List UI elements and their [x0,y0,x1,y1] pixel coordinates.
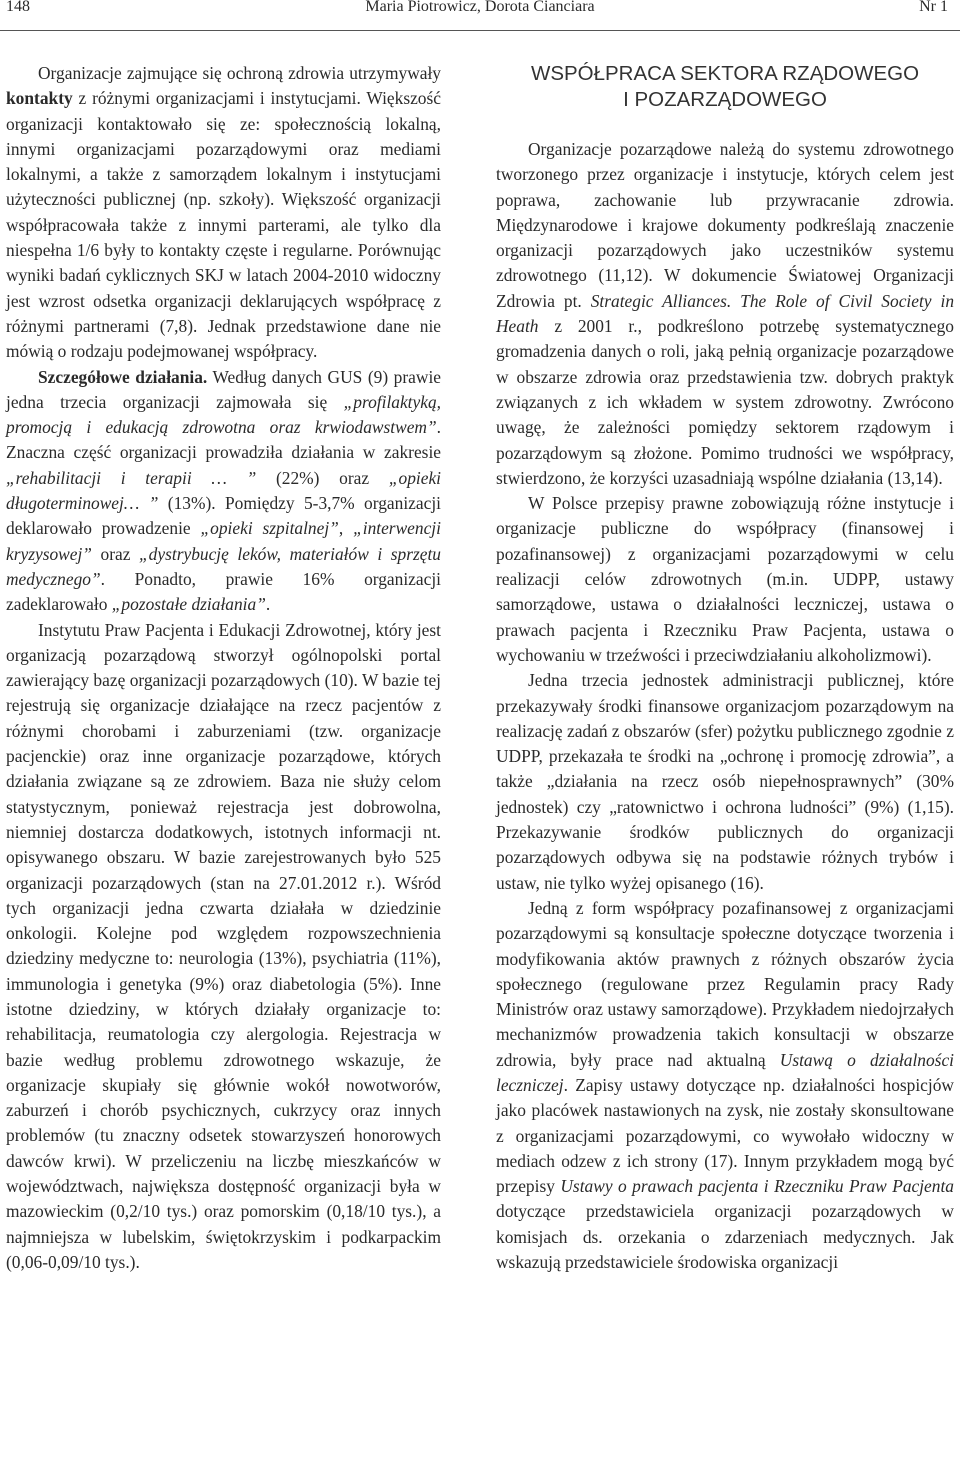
right-column [496,61,954,1275]
paragraph-health-system: Organizacje pozarządowe należą do systemu zdrowotnego tworzonego przez organizacje i instytucje, których celem jest poprawa, zachowanie lub przywracanie zdrowia. Międzynarodowe i krajowe dokumenty podkreślają znaczenie organizacji pozarządowych jako uczestników systemu zdrowotnego (11,12). W dokumencie Światowej Organizacji Zdrowia pt. Strategic Alliances. The Role of Civil Society in Heath z 2001 r., podkreślono potrzebę systematycznego gromadzenia danych o roli, jaką pełnią organizacje pozarządowe w obszarze zdrowia oraz przedstawienia tzw. dobrych praktyk związanych z ich wkładem w system zdrowotny. Zwrócono uwagę, że zależności pomiędzy sektorem rządowym i pozarządowym są złożone. Pomimo trudności we współpracy, stwierdzono, że korzyści uzasadniają wspólne działania (13,14). [496,139,955,488]
paragraph-contacts: Organizacje zajmujące się ochroną zdrowia utrzymywały kontakty z różnymi organizacjami i instytucjami. Większość organizacji kontaktowało się ze: społecznością lokalną, innymi organizacjami pozarządowymi oraz mediami lokalnymi, a także z samorządem lokalnym i instytucjami użyteczności publicznej (np. szkoły). Większość organizacji współpracowała także z innymi parterami, ale tylko dla niespełna 1/6 były to kontakty częste i regularne. Porównując wyniki badań cyklicznych SKJ w latach 2004-2010 widoczny jest wzrost odsetka organizacji deklarujących współpracę z różnymi partnerami (7,8). Jednak przedstawione dane nie mówią o rodzaju podejmowanej współpracy. [6,63,441,362]
page-number: 148 [6,0,30,15]
paragraph-public-funds: Jedna trzecia jednostek administracji publicznej, które przekazywały środki finansowe organizacjom pozarządowym na realizację zadań z obszarów (sfer) pożytku publicznego zgodnie z UDPP, przekazała te środki na „ochronę i promocję zdrowia”, a także „działania na rzecz osób niepełnosprawnych” (30% jednostek) czy „ratownictwo i ochrona ludności” (9%) (1,15). Przekazywanie środków publicznych do organizacji pozarządowych odbywa się na podstawie różnych trybów i ustaw, nie tylko wyżej opisanego (16). [496,670,954,893]
paragraph-detailed-activities: Szczegółowe działania. Według danych GUS (9) prawie jedna trzecia organizacji zajmowała się „profilaktyką, promocją i edukacją zdrowotna oraz krwiodawstwem”. Znaczna część organizacji prowadziła działania w zakresie „rehabilitacji i terapii … ” (22%) oraz „opieki długoterminowej… ” (13%). Pomiędzy 5-3,7% organizacji deklarowało prowadzenie „opieki szpitalnej”, „interwencji kryzysowej” oraz „dystrybucję leków, materiałów i sprzętu medycznego”. Ponadto, prawie 16% organizacji zadeklarowało „pozostałe działania”. [6,366,442,615]
bold-term-detailed-activities: Szczegółowe działania. [38,366,208,387]
paragraph-polish-law: W Polsce przepisy prawne zobowiązują różne instytucje i organizacje publiczne do współpracy (finansowej i pozafinansowej) z organizacjami pozarządowymi w celu realizacji celów zdrowotnych (m.in. UDPP, ustawy samorządowe, ustawa o działalności leczniczej, ustawa o prawach pacjenta i Rzeczniku Praw Pacjenta, ustawa o wychowaniu w trzeźwości i przeciwdziałaniu alkoholizmowi). [496,493,954,665]
left-column [6,61,441,1275]
running-authors: Maria Piotrowicz, Dorota Cianciara [365,0,595,15]
paragraph-patient-rights-institute: Instytutu Praw Pacjenta i Edukacji Zdrowotnej, który jest organizacją pozarządową stworzył ogólnopolski portal zawierający bazę organizacji pozarządowych (10). W bazie tej rejestrują się organizacje działające na rzecz pacjentów z różnymi chorobami i zaburzeniami (tzw. organizacje pacjenckie) oraz inne organizacje pozarządowe, których działania związane są ze zdrowiem. Baza nie służy celom statystycznym, ponieważ rejestracja jest dobrowolna, niemniej dostarcza dodatkowych, istotnych informacji nt. opisywanego obszaru. W bazie zarejestrowanych było 525 organizacji pozarządowych (stan na 27.01.2012 r.). Wśród tych organizacji jedna czwarta działała w dziedzinie onkologii. Kolejne pod względem rozpowszechnienia dziedziny medyczne to: neurologia (13%), psychiatria (11%), immunologia i genetyka (9%) oraz diabetologia (5%). Inne istotne dziedziny, w których działały organizacje to: rehabilitacja, reumatologia czy alergologia. Rejestracja w bazie według problemu zdrowotnego wskazuje, że organizacje skupiały się głównie wokół nowotworów, zaburzeń i chorób psychicznych, cukrzycy oraz innych problemów (tu znaczny odsetek stowarzyszeń honorowych dawców krwi). W przeliczeniu na liczbę mieszkańców w województwach, największa dostępność organizacji była w mazowieckim (0,2/10 tys.) oraz pomorskim (0,18/10 tys.), a najmniejsza w lubelskim, świętokrzyskim i podkarpackim (0,06-0,09/10 tys.). [6,619,441,1272]
page-header [0,0,960,31]
bold-term-contacts: kontakty [6,88,73,109]
issue-number: Nr 1 [919,0,948,15]
paragraph-consultations: Jedną z form współpracy pozafinansowej z organizacjami pozarządowymi są konsultacje społeczne dotyczące tworzenia i modyfikowania aktów prawnych z różnych obszarów życia społecznego (regulowane przez Regulamin pracy Rady Ministrów oraz ustawy samorządowe). Przykładem niedojrzałych mechanizmów prowadzenia takich konsultacji w obszarze zdrowia, były prace nad aktualną Ustawą o działalności leczniczej. Zapisy ustawy dotyczące np. działalności hospicjów jako placówek nastawionych na zysk, nie zostały skonsultowane z organizacjami pozarządowymi, co wywołało widoczny w mediach odzew z ich strony (17). Innym przykładem mogą być przepisy Ustawy o prawach pacjenta i Rzeczniku Praw Pacjenta dotyczące przedstawiciela organizacji pozarządowych w komisjach ds. orzekania o zdarzeniach medycznych. Jak wskazują przedstawiciele środowiska organizacji [496,897,955,1273]
section-title: WSPÓŁPRACA SEKTORA RZĄDOWEGO I POZARZĄDOWEGO [530,62,920,111]
